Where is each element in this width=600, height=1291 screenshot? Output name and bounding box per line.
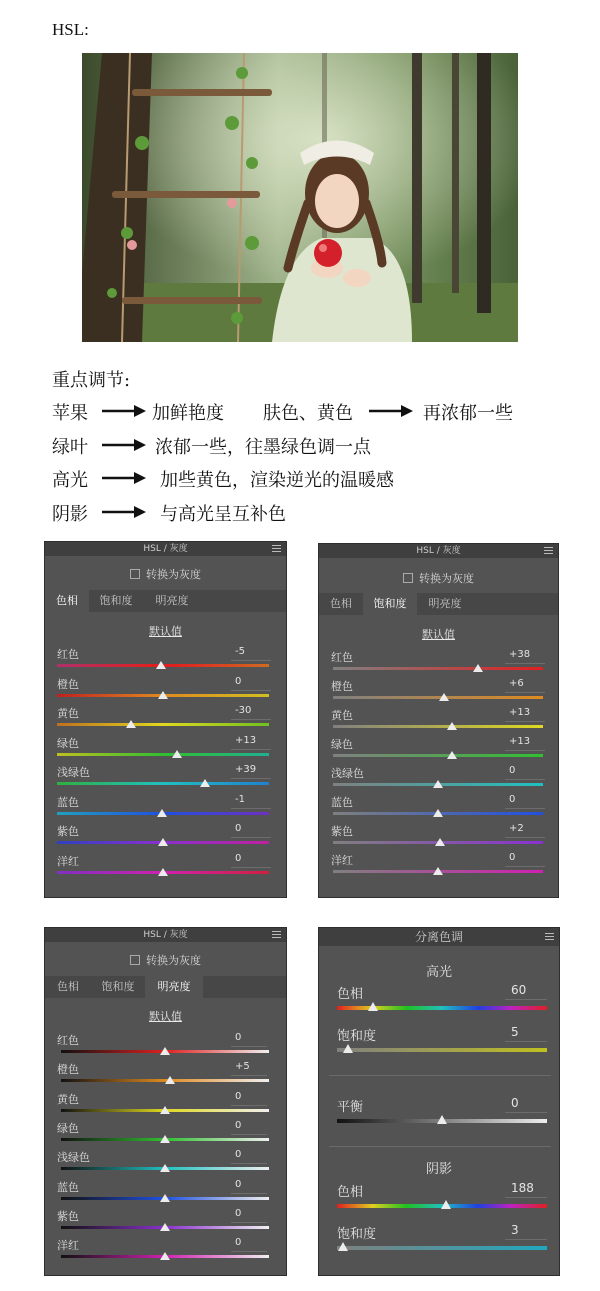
slider-thumb[interactable] <box>157 809 167 817</box>
note-subject: 阴影 <box>52 504 88 525</box>
highlights-saturation-value[interactable]: 5 <box>511 1025 519 1039</box>
panel-title: 分离色调 <box>319 928 559 946</box>
slider-label: 绿色 <box>331 738 353 751</box>
value-underline <box>231 1046 267 1047</box>
slider-thumb[interactable] <box>160 1047 170 1055</box>
slider-row <box>45 1091 286 1120</box>
grayscale-checkbox[interactable] <box>130 955 140 965</box>
slider-row <box>319 823 558 852</box>
portrait-photo <box>82 53 518 342</box>
slider-label: 浅绿色 <box>57 1151 90 1165</box>
slider-label: 浅绿色 <box>57 766 90 779</box>
tab-luminance[interactable]: 明亮度 <box>155 594 189 607</box>
value-underline <box>231 1193 267 1194</box>
slider-value[interactable]: +5 <box>235 1061 250 1073</box>
slider-value[interactable]: 0 <box>235 852 242 864</box>
note-detail-2: 再浓郁一些 <box>423 403 513 424</box>
value-underline <box>231 690 271 691</box>
value-underline <box>231 867 271 868</box>
value-underline <box>505 1112 547 1113</box>
right-arrow-icon <box>102 506 146 518</box>
slider-thumb[interactable] <box>160 1223 170 1231</box>
slider-value[interactable]: 0 <box>235 1032 242 1043</box>
balance-label: 平衡 <box>337 1100 364 1115</box>
slider-label: 红色 <box>57 1034 79 1047</box>
slider-label: 洋红 <box>57 1239 79 1253</box>
slider-thumb[interactable] <box>160 1164 170 1172</box>
default-values-link[interactable]: 默认值 <box>149 625 182 638</box>
value-underline <box>505 1197 547 1198</box>
panel-menu-icon[interactable] <box>272 545 281 552</box>
slider-track[interactable] <box>57 723 269 726</box>
shadows-title: 阴影 <box>425 1162 452 1177</box>
split-toning-panel <box>318 927 560 1276</box>
slider-track[interactable] <box>333 696 543 699</box>
grayscale-checkbox[interactable] <box>130 569 140 579</box>
slider-value[interactable]: +6 <box>509 678 524 689</box>
slider-label: 绿色 <box>57 736 79 750</box>
value-underline <box>231 1222 267 1223</box>
slider-label: 紫色 <box>57 1209 79 1223</box>
slider-value[interactable]: 0 <box>509 794 516 805</box>
photo-image <box>82 53 518 342</box>
shadows-saturation-thumb[interactable] <box>338 1242 348 1251</box>
slider-row <box>45 1149 286 1178</box>
tab-bar <box>45 976 286 998</box>
slider-label: 紫色 <box>57 825 79 838</box>
slider-value[interactable]: 0 <box>235 1237 242 1249</box>
grayscale-toggle[interactable] <box>45 566 286 582</box>
tab-hue[interactable]: 色相 <box>330 597 352 610</box>
highlights-hue-label: 色相 <box>337 987 364 1002</box>
value-underline <box>231 808 271 809</box>
shadows-saturation-label: 饱和度 <box>337 1227 377 1242</box>
slider-label: 橙色 <box>57 677 79 691</box>
slider-track[interactable] <box>333 754 543 757</box>
slider-row <box>45 705 286 734</box>
right-arrow-icon <box>102 439 146 451</box>
slider-value[interactable]: 0 <box>235 1119 242 1131</box>
slider-thumb[interactable] <box>473 664 483 672</box>
slider-thumb[interactable] <box>160 1252 170 1260</box>
highlights-saturation-track[interactable] <box>337 1048 547 1052</box>
note-detail: 加些黄色，渲染逆光的温暖感 <box>160 470 394 491</box>
slider-track[interactable] <box>57 782 269 785</box>
panel-menu-icon[interactable] <box>545 933 554 940</box>
slider-value[interactable]: 0 <box>235 1178 242 1190</box>
slider-label: 浅绿色 <box>331 767 364 780</box>
value-underline <box>231 719 271 720</box>
note-apple <box>52 399 552 425</box>
slider-label: 黄色 <box>57 1092 79 1106</box>
slider-value[interactable]: -30 <box>235 705 252 716</box>
slider-thumb[interactable] <box>447 722 457 730</box>
tab-bar <box>45 590 286 612</box>
slider-value[interactable]: 0 <box>235 1149 242 1161</box>
slider-value[interactable]: 0 <box>509 852 516 863</box>
slider-thumb[interactable] <box>126 720 136 728</box>
slider-row <box>45 1208 286 1237</box>
tab-hue[interactable]: 色相 <box>57 980 79 993</box>
note-subject: 绿叶 <box>52 437 88 458</box>
balance-value[interactable]: 0 <box>511 1096 519 1110</box>
slider-label: 红色 <box>331 651 353 664</box>
slider-label: 蓝色 <box>331 796 353 809</box>
value-underline <box>505 1239 547 1240</box>
slider-label: 蓝色 <box>57 1180 79 1194</box>
value-underline <box>231 1105 267 1106</box>
slider-value[interactable]: -5 <box>235 646 245 657</box>
default-values-link[interactable]: 默认值 <box>422 628 455 641</box>
slider-thumb[interactable] <box>172 750 182 758</box>
note-leaves <box>52 433 552 459</box>
value-underline <box>505 1041 547 1042</box>
panel-menu-icon[interactable] <box>544 547 553 554</box>
value-underline <box>231 1251 267 1252</box>
shadows-hue-thumb[interactable] <box>441 1200 451 1209</box>
right-arrow-icon <box>369 405 413 417</box>
right-arrow-icon <box>102 472 146 484</box>
value-underline <box>505 721 545 722</box>
grayscale-label: 转换为灰度 <box>419 572 474 585</box>
grayscale-toggle[interactable] <box>319 570 558 586</box>
value-underline <box>505 663 545 664</box>
value-underline <box>231 749 271 750</box>
slider-row <box>319 649 558 678</box>
slider-label: 洋红 <box>331 854 353 867</box>
panel-title: HSL / 灰度 <box>45 928 286 942</box>
tab-bar <box>319 593 558 615</box>
slider-value[interactable]: +38 <box>509 649 531 660</box>
shadows-hue-label: 色相 <box>337 1185 364 1200</box>
tab-luminance[interactable]: 明亮度 <box>145 976 203 998</box>
slider-row <box>45 764 286 793</box>
slider-row <box>45 794 286 823</box>
shadows-saturation-track[interactable] <box>337 1246 547 1250</box>
slider-thumb[interactable] <box>158 691 168 699</box>
slider-thumb[interactable] <box>160 1106 170 1114</box>
value-underline <box>505 866 545 867</box>
note-detail: 与高光呈互补色 <box>160 504 286 525</box>
slider-value[interactable]: 0 <box>235 1090 242 1102</box>
tab-saturation[interactable]: 饱和度 <box>101 980 135 993</box>
value-underline <box>505 750 545 751</box>
value-underline <box>231 1134 267 1135</box>
slider-row <box>45 823 286 852</box>
slider-value[interactable]: +13 <box>509 707 531 718</box>
slider-thumb[interactable] <box>200 779 210 787</box>
highlights-saturation-thumb[interactable] <box>343 1044 353 1053</box>
right-arrow-icon <box>102 405 146 417</box>
slider-row <box>319 707 558 736</box>
slider-label: 洋红 <box>57 854 79 868</box>
slider-thumb[interactable] <box>433 780 443 788</box>
slider-value[interactable]: 0 <box>235 675 242 687</box>
panel-title: HSL / 灰度 <box>45 542 286 556</box>
grayscale-label: 转换为灰度 <box>146 954 201 967</box>
note-subject: 苹果 <box>52 403 88 424</box>
notes-heading: 重点调节: <box>52 370 131 391</box>
highlights-saturation-label: 饱和度 <box>337 1029 377 1044</box>
slider-thumb[interactable] <box>156 661 166 669</box>
value-underline <box>231 1075 267 1076</box>
value-underline <box>231 660 271 661</box>
highlights-hue-value[interactable]: 60 <box>511 983 527 997</box>
hsl-hue-panel <box>44 541 287 898</box>
value-underline <box>505 779 545 780</box>
slider-row <box>45 676 286 705</box>
slider-label: 黄色 <box>331 709 353 722</box>
slider-thumb[interactable] <box>160 1135 170 1143</box>
slider-label: 黄色 <box>57 707 79 720</box>
shadows-saturation-value[interactable]: 3 <box>511 1223 519 1237</box>
value-underline <box>231 1163 267 1164</box>
slider-row <box>319 794 558 823</box>
section-divider <box>329 1075 551 1076</box>
slider-value[interactable]: 0 <box>509 765 516 776</box>
slider-thumb[interactable] <box>435 838 445 846</box>
slider-row <box>45 1237 286 1266</box>
value-underline <box>505 999 547 1000</box>
highlights-title: 高光 <box>425 965 452 980</box>
shadows-hue-value[interactable]: 188 <box>511 1181 534 1195</box>
value-underline <box>505 692 545 693</box>
balance-thumb[interactable] <box>437 1115 447 1124</box>
slider-thumb[interactable] <box>165 1076 175 1084</box>
grayscale-label: 转换为灰度 <box>146 568 201 581</box>
default-values-link[interactable]: 默认值 <box>149 1010 182 1023</box>
slider-thumb[interactable] <box>433 867 443 875</box>
note-detail: 浓郁一些，往墨绿色调一点 <box>155 437 371 458</box>
hsl-saturation-panel <box>318 543 559 898</box>
note-subject: 高光 <box>52 470 88 491</box>
slider-value[interactable]: 0 <box>235 823 242 834</box>
tab-hue[interactable]: 色相 <box>45 590 89 612</box>
slider-track[interactable] <box>333 667 543 670</box>
slider-label: 紫色 <box>331 825 353 838</box>
slider-row <box>45 853 286 882</box>
hsl-luminance-panel <box>44 927 287 1276</box>
tab-saturation[interactable]: 饱和度 <box>363 593 417 615</box>
slider-track[interactable] <box>57 753 269 756</box>
slider-row <box>45 1061 286 1090</box>
slider-value[interactable]: +2 <box>509 823 524 834</box>
note-shadows <box>52 500 552 526</box>
panel-menu-icon[interactable] <box>272 931 281 938</box>
slider-track[interactable] <box>333 725 543 728</box>
value-underline <box>505 837 545 838</box>
slider-label: 橙色 <box>331 680 353 693</box>
note-highlights <box>52 466 552 492</box>
panel-title: HSL / 灰度 <box>319 544 558 558</box>
slider-value[interactable]: 0 <box>235 1207 242 1219</box>
value-underline <box>505 808 545 809</box>
grayscale-checkbox[interactable] <box>403 573 413 583</box>
slider-row <box>45 1179 286 1208</box>
value-underline <box>231 778 271 779</box>
slider-value[interactable]: +13 <box>235 734 257 746</box>
slider-thumb[interactable] <box>158 868 168 876</box>
slider-label: 绿色 <box>57 1121 79 1135</box>
slider-row <box>45 1032 286 1061</box>
highlights-hue-thumb[interactable] <box>368 1002 378 1011</box>
value-underline <box>231 837 271 838</box>
slider-row <box>319 678 558 707</box>
page-title: HSL: <box>52 20 89 39</box>
note-detail: 加鲜艳度 <box>152 403 224 424</box>
slider-label: 橙色 <box>57 1063 79 1077</box>
slider-value[interactable]: +13 <box>509 736 531 747</box>
section-divider <box>329 1146 551 1147</box>
slider-row <box>319 852 558 881</box>
slider-row <box>319 736 558 765</box>
slider-label: 红色 <box>57 648 79 661</box>
tab-saturation[interactable]: 饱和度 <box>99 594 133 607</box>
slider-thumb[interactable] <box>433 809 443 817</box>
slider-row <box>45 646 286 675</box>
slider-row <box>319 765 558 794</box>
slider-value[interactable]: +39 <box>235 764 257 775</box>
tab-luminance[interactable]: 明亮度 <box>428 597 462 610</box>
slider-row <box>45 735 286 764</box>
slider-thumb[interactable] <box>439 693 449 701</box>
slider-row <box>45 1120 286 1149</box>
note-subject-2: 肤色、黄色 <box>263 403 353 424</box>
slider-label: 蓝色 <box>57 795 79 809</box>
grayscale-toggle[interactable] <box>45 952 286 968</box>
slider-thumb[interactable] <box>158 838 168 846</box>
slider-thumb[interactable] <box>160 1194 170 1202</box>
slider-thumb[interactable] <box>447 751 457 759</box>
slider-value[interactable]: -1 <box>235 793 245 805</box>
